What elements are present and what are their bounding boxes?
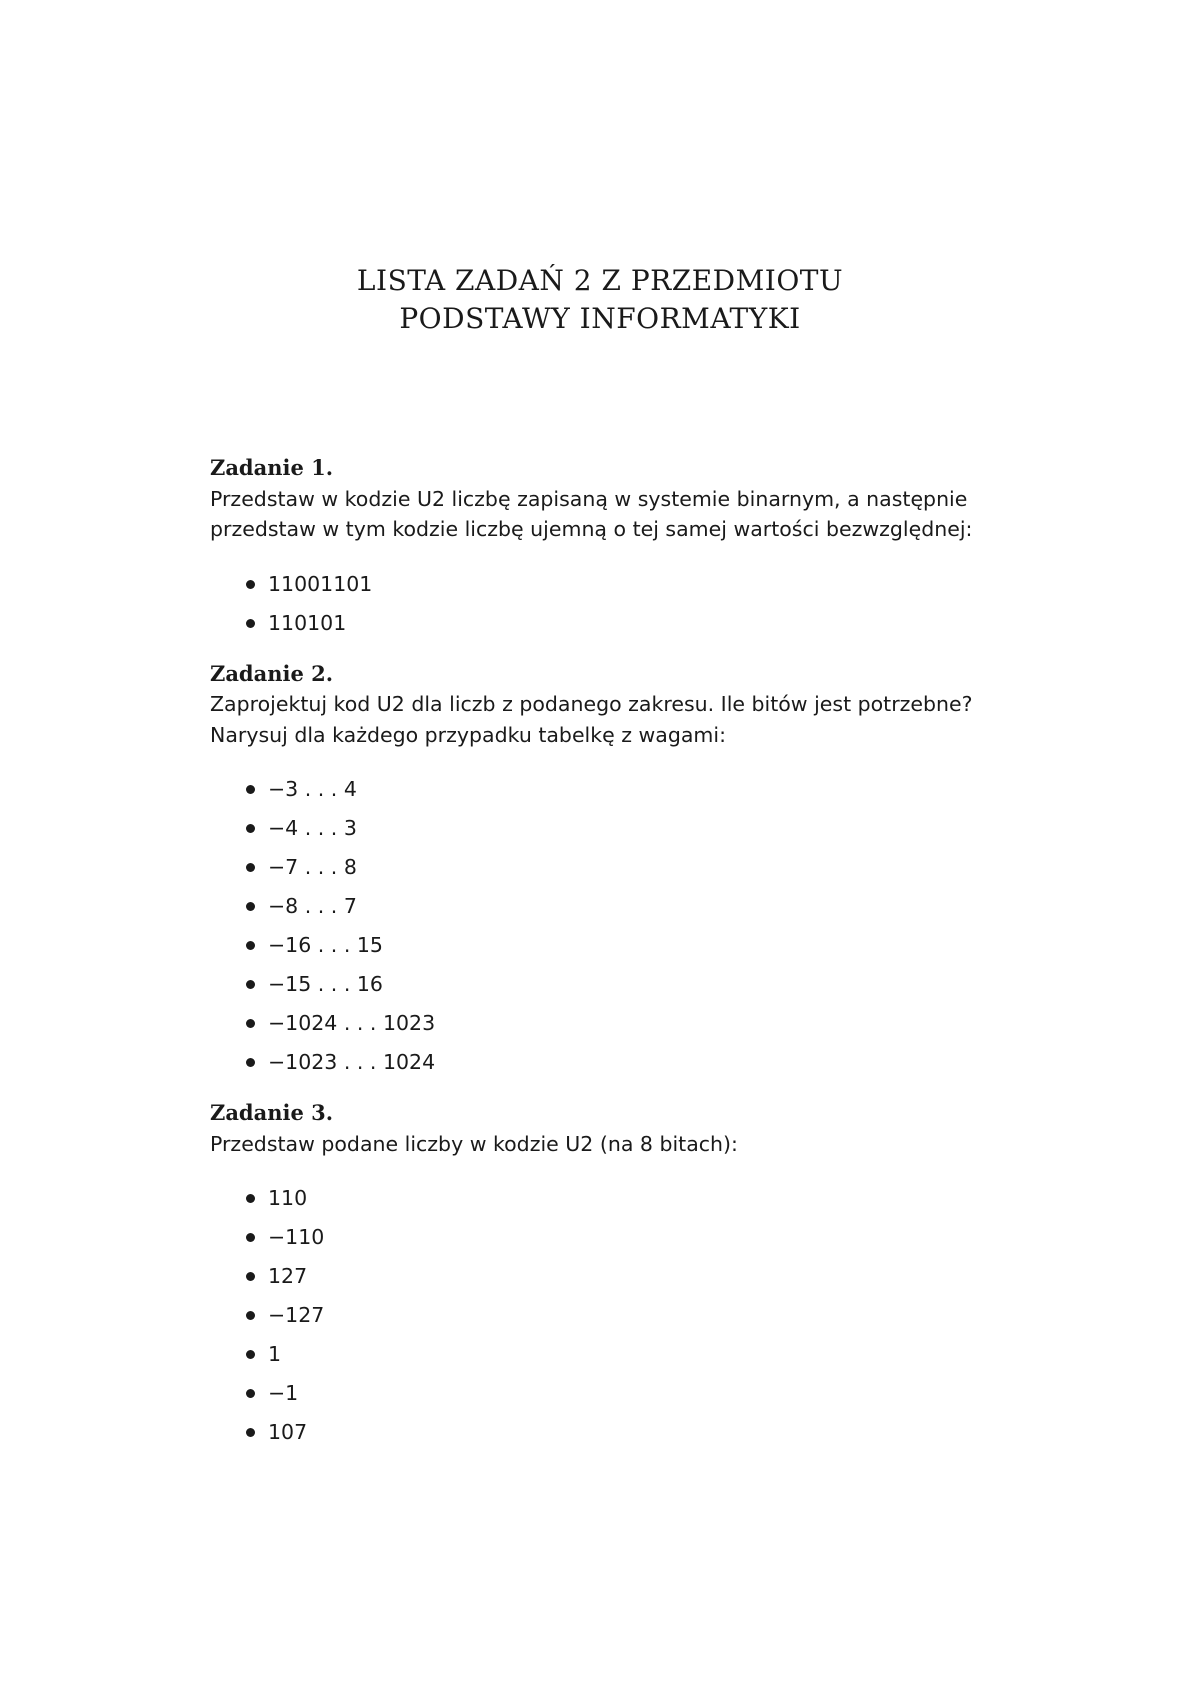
list-item-text: −110	[268, 1225, 325, 1249]
task-heading: Zadanie 2.	[210, 660, 334, 686]
bullet-icon	[246, 980, 255, 989]
list-item-text: 110101	[268, 610, 347, 635]
list-item	[210, 965, 1030, 1004]
list-item-text: 107	[268, 1420, 308, 1444]
list-item	[210, 1374, 1030, 1413]
bullet-icon	[246, 1350, 255, 1359]
task-description: Przedstaw w kodzie U2 liczbę zapisaną w systemie binarnym, a następnie przedstaw w tym kodzie liczbę ujemną o tej samej wartości bezwzględnej:	[210, 486, 973, 541]
title-line-2: PODSTAWY INFORMATYKI	[399, 302, 801, 335]
list-item	[210, 809, 1030, 848]
list-item-text: −8 . . . 7	[268, 894, 357, 918]
list-item-text: −7 . . . 8	[268, 855, 357, 879]
list-item-text: 11001101	[268, 571, 373, 596]
bullet-icon	[246, 941, 255, 950]
task-item-list	[210, 565, 1030, 643]
bullet-icon	[246, 1194, 255, 1203]
task-heading: Zadanie 1.	[210, 455, 334, 480]
task-item-list	[210, 770, 1030, 1082]
list-item-text: −15 . . . 16	[268, 972, 383, 996]
task-section-1	[210, 453, 1030, 643]
list-item	[210, 1043, 1030, 1082]
bullet-icon	[246, 824, 255, 833]
bullet-icon	[246, 1428, 255, 1437]
list-item	[210, 1257, 1030, 1296]
list-item-text: −1	[268, 1381, 299, 1405]
list-item	[210, 770, 1030, 809]
list-item	[210, 1296, 1030, 1335]
task-description: Przedstaw podane liczby w kodzie U2 (na 8 bitach):	[210, 1131, 738, 1156]
task-heading: Zadanie 3.	[210, 1100, 334, 1125]
task-section-3	[210, 1098, 1030, 1452]
list-item	[210, 1413, 1030, 1452]
bullet-icon	[246, 619, 255, 628]
list-item-text: 127	[268, 1264, 308, 1288]
list-item-text: −3 . . . 4	[268, 777, 357, 801]
list-item	[210, 1335, 1030, 1374]
list-item	[210, 1179, 1030, 1218]
bullet-icon	[246, 1272, 255, 1281]
list-item	[210, 565, 1030, 604]
title-line-1: LISTA ZADAŃ 2 Z PRZEDMIOTU	[356, 264, 844, 297]
list-item-text: −4 . . . 3	[268, 816, 357, 840]
task-section-2	[210, 659, 1030, 1083]
list-item-text: 1	[268, 1342, 282, 1366]
document-title	[0, 262, 1200, 338]
bullet-icon	[246, 1311, 255, 1320]
tasks-container	[210, 453, 1030, 1468]
list-item-text: −1024 . . . 1023	[268, 1011, 436, 1035]
bullet-icon	[246, 785, 255, 794]
task-description: Zaprojektuj kod U2 dla liczb z podanego zakresu. Ile bitów jest potrzebne? Narysuj dla każdego przypadku tabelkę z wagami:	[210, 692, 973, 747]
list-item-text: −127	[268, 1303, 325, 1327]
task-item-list	[210, 1179, 1030, 1452]
bullet-icon	[246, 1389, 255, 1398]
list-item	[210, 604, 1030, 643]
bullet-icon	[246, 580, 255, 589]
bullet-icon	[246, 1019, 255, 1028]
list-item	[210, 1218, 1030, 1257]
list-item	[210, 887, 1030, 926]
list-item-text: −1023 . . . 1024	[268, 1050, 436, 1074]
bullet-icon	[246, 902, 255, 911]
list-item-text: 110	[268, 1186, 308, 1210]
bullet-icon	[246, 1233, 255, 1242]
bullet-icon	[246, 863, 255, 872]
list-item	[210, 848, 1030, 887]
list-item	[210, 1004, 1030, 1043]
list-item	[210, 926, 1030, 965]
list-item-text: −16 . . . 15	[268, 933, 383, 957]
bullet-icon	[246, 1058, 255, 1067]
